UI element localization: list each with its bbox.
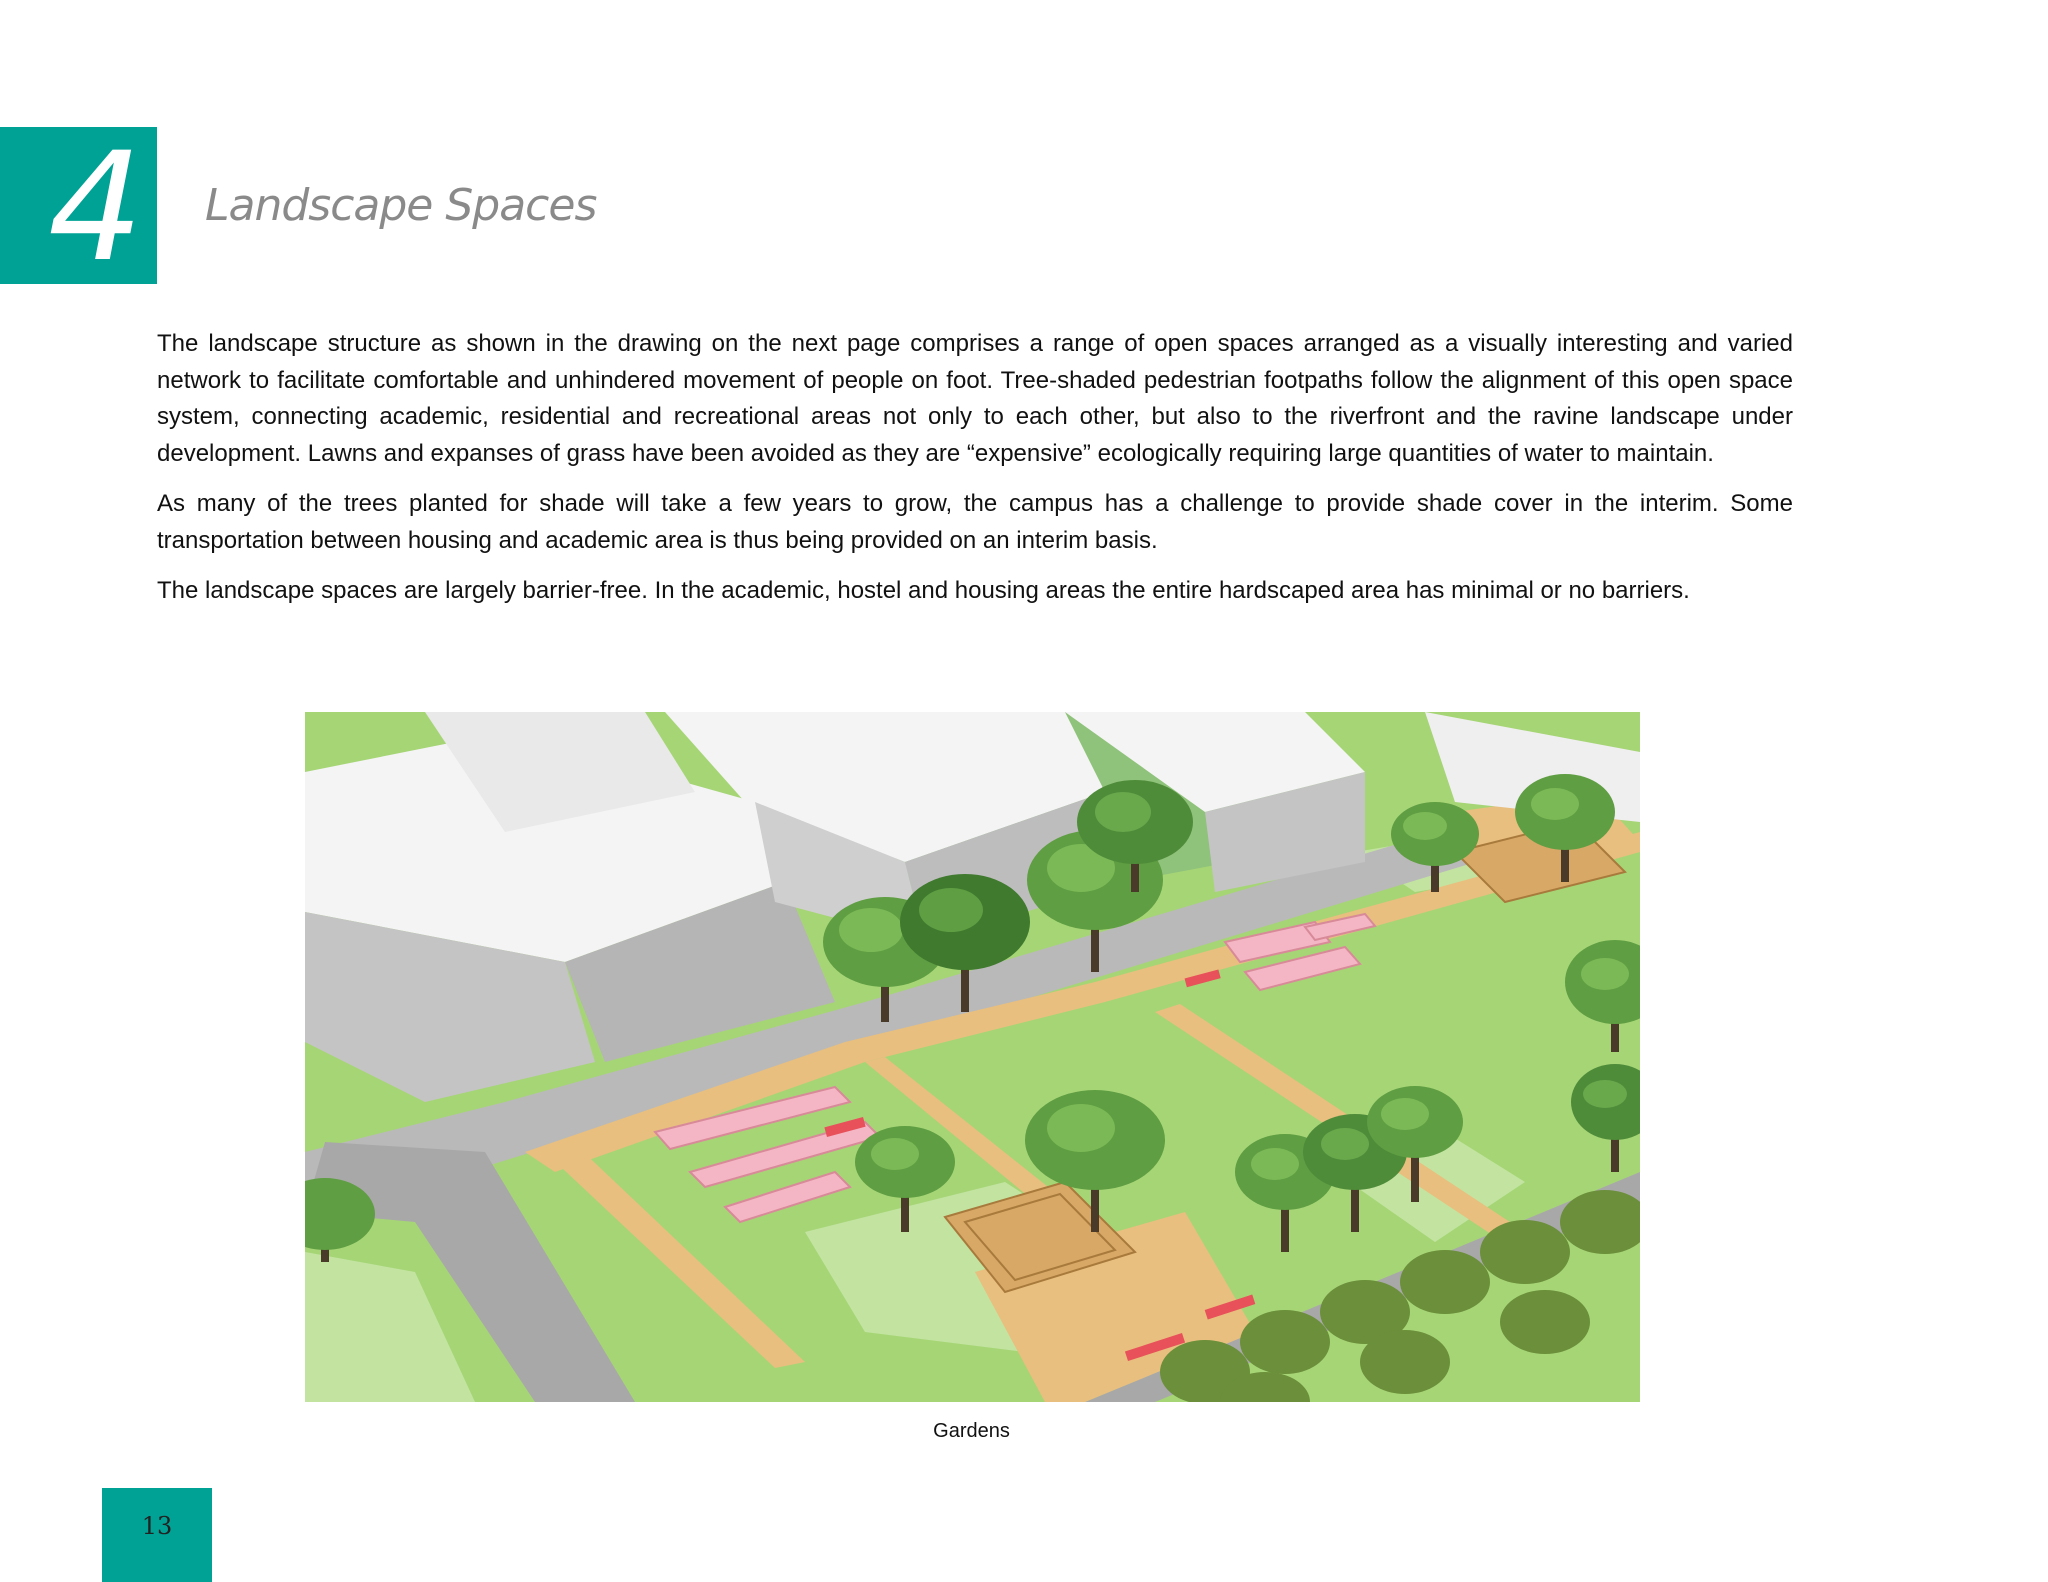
chapter-number: 4 <box>48 127 140 284</box>
gardens-drawing <box>305 712 1640 1402</box>
tree-canopy-shade <box>1583 1080 1627 1108</box>
tree-row-canopy <box>1240 1310 1330 1374</box>
chapter-number-block <box>0 127 157 284</box>
tree-canopy-shade <box>871 1138 919 1170</box>
tree-canopy-shade <box>1381 1098 1429 1130</box>
section-title: Landscape Spaces <box>205 180 597 231</box>
tree-row-canopy <box>1480 1220 1570 1284</box>
tree-canopy-shade <box>839 908 903 952</box>
tree-canopy-shade <box>1403 812 1447 840</box>
page-number-block <box>102 1488 212 1582</box>
paragraph-shade-cover: As many of the trees planted for shade will take a few years to grow, the campus has a challenge to provide shade cover in the interim. Some transportation between housing and academic area is thus being provided on an interim basis. <box>157 490 1793 554</box>
tree-canopy-shade <box>1581 958 1629 990</box>
page-number: 13 <box>141 1512 173 1540</box>
tree-canopy-shade <box>1095 792 1151 832</box>
gardens-illustration <box>305 712 1640 1402</box>
paragraph-landscape-structure: The landscape structure as shown in the drawing on the next page comprises a range of open spaces arranged as a visually interesting and varied network to facilitate comfortable and unhindered movement of people on foot. Tree-shaded pedestrian footpaths follow the alignment of this open space system, connecting academic, residential and recreational areas not only to each other, but also to the riverfront and the ravine landscape under development. Lawns and expanses of grass have been avoided as they are “expensive” ecologically requiring large quantities of water to maintain. <box>157 330 1793 467</box>
tree-canopy-shade <box>1251 1148 1299 1180</box>
body-text <box>157 326 1793 624</box>
tree-row-canopy <box>1400 1250 1490 1314</box>
paragraph-barrier-free: The landscape spaces are largely barrier-free. In the academic, hostel and housing areas the entire hardscaped area has minimal or no barriers. <box>157 577 1690 604</box>
tree-row-canopy <box>1360 1330 1450 1394</box>
tree-canopy-shade <box>919 888 983 932</box>
tree-row-canopy <box>1500 1290 1590 1354</box>
figure-caption: Gardens <box>933 1420 1010 1442</box>
tree-canopy-shade <box>1321 1128 1369 1160</box>
tree-canopy-shade <box>1531 788 1579 820</box>
tree-canopy-shade <box>1047 1104 1115 1152</box>
